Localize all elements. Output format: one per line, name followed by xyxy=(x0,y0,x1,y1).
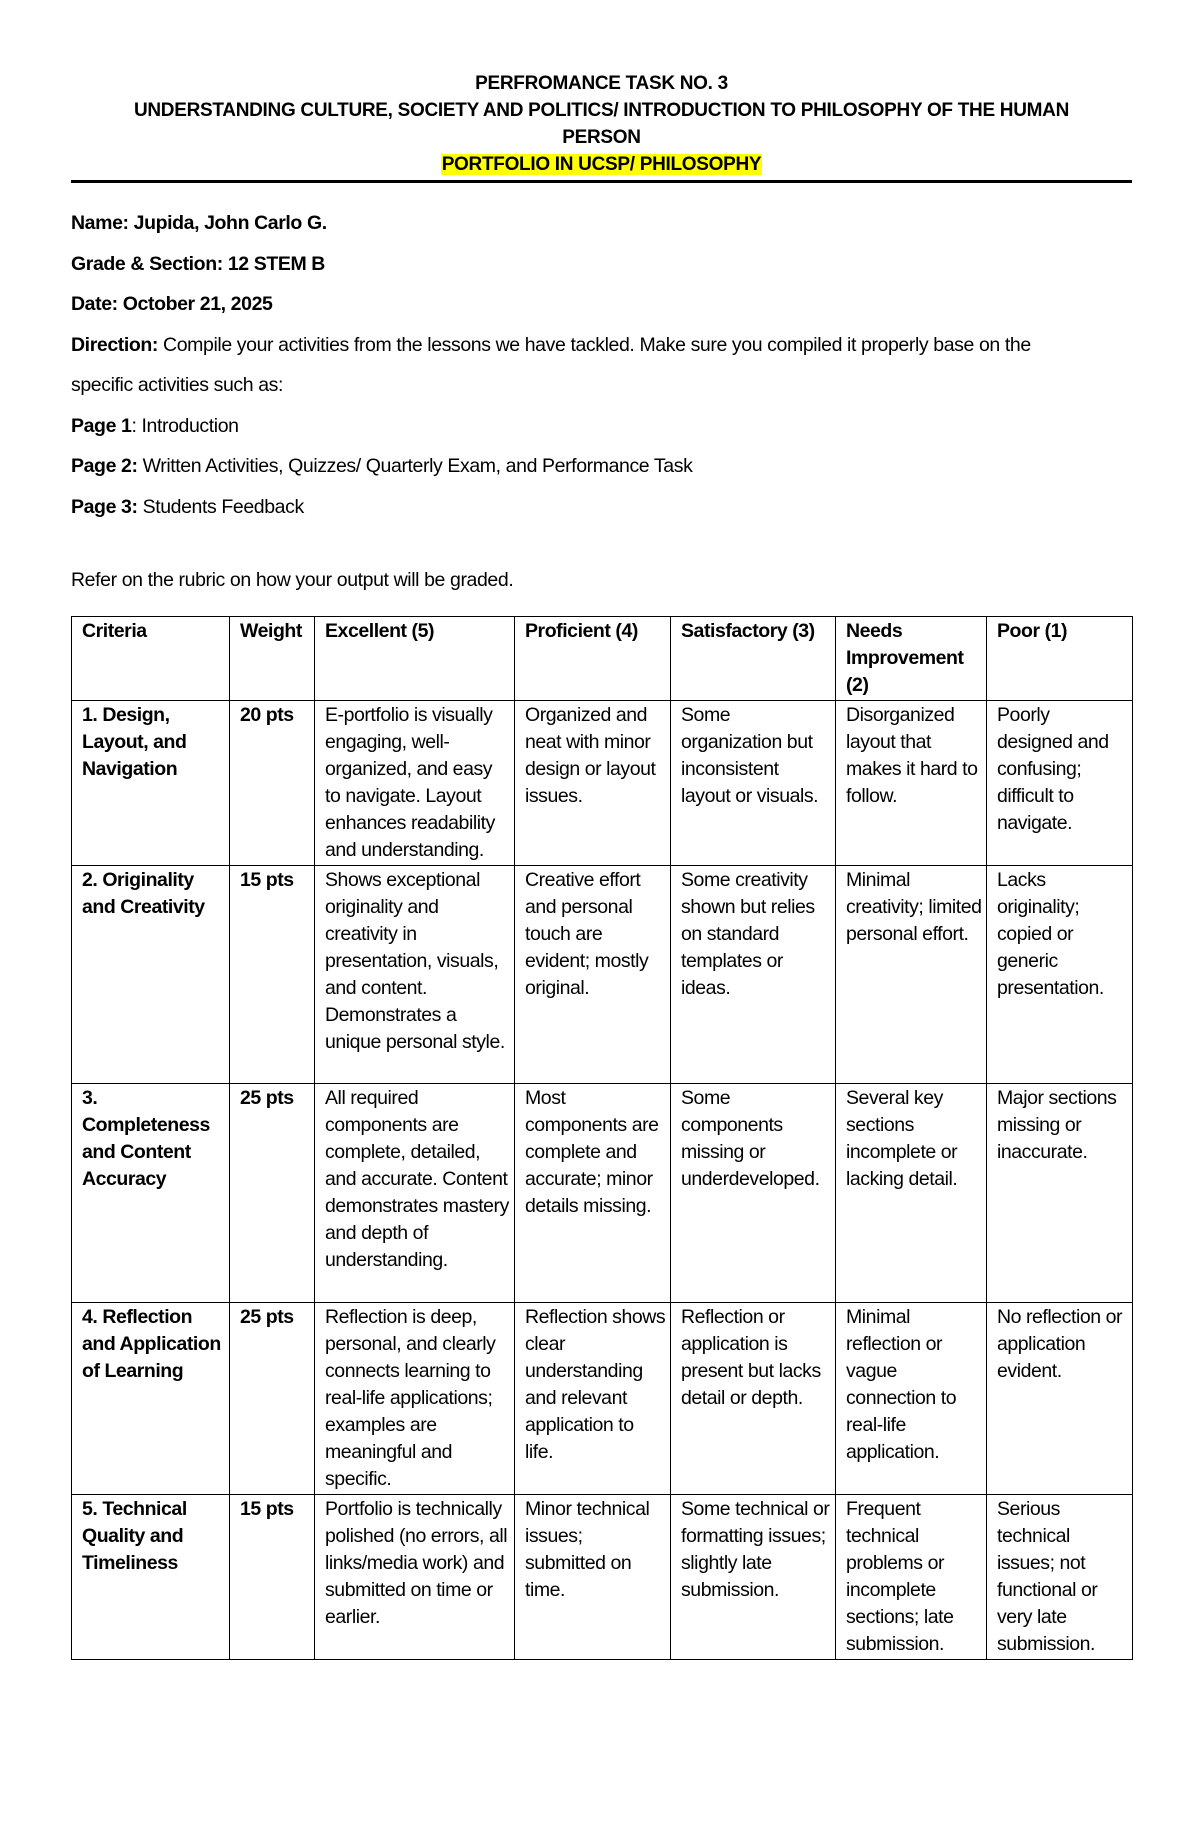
satisfactory-cell: Some components missing or underdeveloped. xyxy=(671,1084,836,1303)
page3-label: Page 3: xyxy=(71,495,138,518)
weight-cell: 25 pts xyxy=(230,1303,315,1495)
page3-line xyxy=(71,487,1132,528)
proficient-cell: Most components are complete and accurate; minor details missing. xyxy=(515,1084,671,1303)
header-divider xyxy=(71,180,1132,183)
excellent-cell: Portfolio is technically polished (no errors, all links/media work) and submitted on time or earlier. xyxy=(315,1495,515,1660)
table-row xyxy=(72,1084,1133,1303)
criteria-cell: 2. Originality and Creativity xyxy=(72,866,230,1084)
page1-text: : Introduction xyxy=(131,414,239,437)
needs-improvement-cell: Minimal creativity; limited personal effort. xyxy=(836,866,987,1084)
header-proficient: Proficient (4) xyxy=(515,617,671,701)
header-excellent: Excellent (5) xyxy=(315,617,515,701)
table-row xyxy=(72,701,1133,866)
header-needs-improvement: Needs Improvement (2) xyxy=(836,617,987,701)
poor-cell: No reflection or application evident. xyxy=(987,1303,1133,1495)
rubric-intro: Refer on the rubric on how your output will be graded. xyxy=(71,569,514,591)
header-poor: Poor (1) xyxy=(987,617,1133,701)
date-line: Date: October 21, 2025 xyxy=(71,293,273,315)
proficient-cell: Organized and neat with minor design or layout issues. xyxy=(515,701,671,866)
header-satisfactory: Satisfactory (3) xyxy=(671,617,836,701)
direction-line-2: specific activities such as: xyxy=(71,374,284,396)
excellent-cell: Shows exceptional originality and creativity in presentation, visuals, and content. Demonstrates a unique personal style. xyxy=(315,866,515,1084)
weight-cell: 15 pts xyxy=(230,1495,315,1660)
excellent-cell: E-portfolio is visually engaging, well-organized, and easy to navigate. Layout enhances readability and understanding. xyxy=(315,701,515,866)
student-name: Name: Jupida, John Carlo G. xyxy=(71,212,327,234)
needs-improvement-cell: Disorganized layout that makes it hard to follow. xyxy=(836,701,987,866)
student-info xyxy=(71,203,1132,527)
poor-cell: Lacks originality; copied or generic presentation. xyxy=(987,866,1133,1084)
page2-text: Written Activities, Quizzes/ Quarterly Exam, and Performance Task xyxy=(137,455,693,477)
table-row xyxy=(72,866,1133,1084)
weight-cell: 20 pts xyxy=(230,701,315,866)
rubric-header-row xyxy=(72,617,1133,701)
page1-label: Page 1 xyxy=(71,414,132,437)
criteria-cell: 1. Design, Layout, and Navigation xyxy=(72,701,230,866)
criteria-cell: 5. Technical Quality and Timeliness xyxy=(72,1495,230,1660)
table-row xyxy=(72,1495,1133,1660)
direction-text: Compile your activities from the lessons we have tackled. Make sure you compiled it properly base on the xyxy=(158,333,1031,356)
page1-line xyxy=(71,406,1132,447)
task-title: PERFROMANCE TASK NO. 3 xyxy=(475,73,728,94)
needs-improvement-cell: Minimal reflection or vague connection to real-life application. xyxy=(836,1303,987,1495)
needs-improvement-cell: Several key sections incomplete or lacking detail. xyxy=(836,1084,987,1303)
page2-label: Page 2: xyxy=(71,455,138,477)
page3-text: Students Feedback xyxy=(137,495,304,518)
satisfactory-cell: Some creativity shown but relies on standard templates or ideas. xyxy=(671,866,836,1084)
excellent-cell: Reflection is deep, personal, and clearly connects learning to real-life applications; examples are meaningful and specific. xyxy=(315,1303,515,1495)
satisfactory-cell: Some technical or formatting issues; slightly late submission. xyxy=(671,1495,836,1660)
header-criteria: Criteria xyxy=(72,617,230,701)
needs-improvement-cell: Frequent technical problems or incomplete sections; late submission. xyxy=(836,1495,987,1660)
direction-line xyxy=(71,325,1132,366)
weight-cell: 15 pts xyxy=(230,866,315,1084)
document-page xyxy=(71,70,1132,1655)
rubric-table xyxy=(71,616,1133,1660)
grade-section: Grade & Section: 12 STEM B xyxy=(71,252,325,275)
table-row xyxy=(72,1303,1133,1495)
subject-title: UNDERSTANDING CULTURE, SOCIETY AND POLITICS/ INTRODUCTION TO PHILOSOPHY OF THE HUMAN xyxy=(133,100,1070,121)
satisfactory-cell: Reflection or application is present but lacks detail or depth. xyxy=(671,1303,836,1495)
portfolio-title xyxy=(71,151,1132,178)
weight-cell: 25 pts xyxy=(230,1084,315,1303)
subject-title-cont: PERSON xyxy=(562,127,641,148)
header-weight: Weight xyxy=(230,617,315,701)
direction-label: Direction: xyxy=(71,333,159,356)
poor-cell: Poorly designed and confusing; difficult to navigate. xyxy=(987,701,1133,866)
proficient-cell: Reflection shows clear understanding and relevant application to life. xyxy=(515,1303,671,1495)
criteria-cell: 3. Completeness and Content Accuracy xyxy=(72,1084,230,1303)
satisfactory-cell: Some organization but inconsistent layout or visuals. xyxy=(671,701,836,866)
poor-cell: Serious technical issues; not functional or very late submission. xyxy=(987,1495,1133,1660)
proficient-cell: Creative effort and personal touch are evident; mostly original. xyxy=(515,866,671,1084)
criteria-cell: 4. Reflection and Application of Learning xyxy=(72,1303,230,1495)
poor-cell: Major sections missing or inaccurate. xyxy=(987,1084,1133,1303)
proficient-cell: Minor technical issues; submitted on time. xyxy=(515,1495,671,1660)
page2-line xyxy=(71,446,1132,487)
portfolio-highlight: PORTFOLIO IN UCSP/ PHILOSOPHY xyxy=(441,154,762,175)
excellent-cell: All required components are complete, detailed, and accurate. Content demonstrates mastery and depth of understanding. xyxy=(315,1084,515,1303)
